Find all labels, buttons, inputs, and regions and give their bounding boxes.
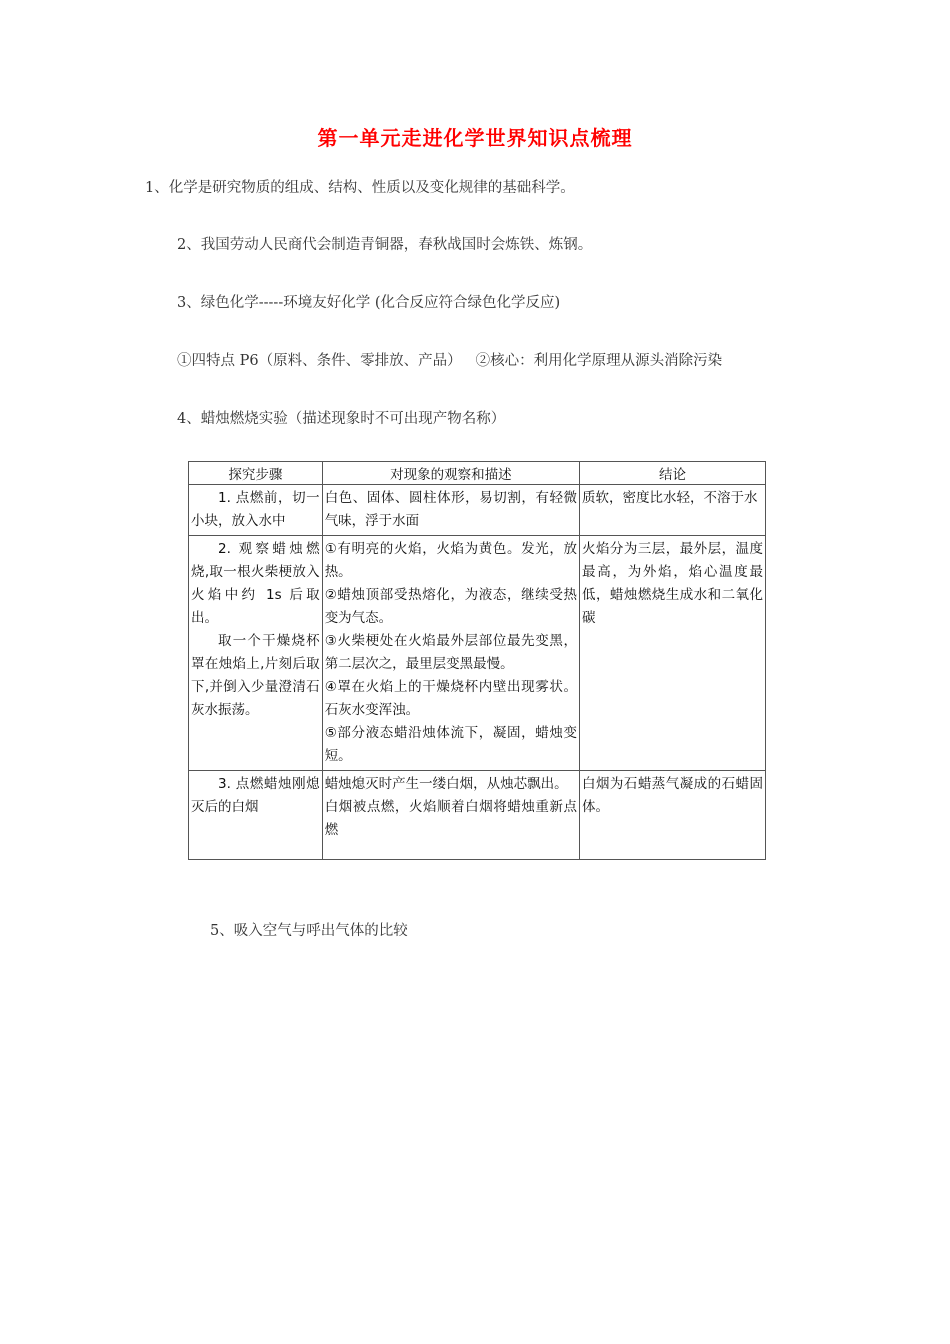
cell-text: 3. 点燃蜡烛刚熄灭后的白烟 xyxy=(191,776,320,815)
cell-text: ④罩在火焰上的干燥烧杯内壁出现雾状。石灰水变浑浊。 xyxy=(324,679,578,718)
cell-step xyxy=(189,536,323,771)
paragraph-4-part-a: ①四特点 P6（原料、条件、零排放、产品） xyxy=(177,353,462,369)
paragraph-6: 5、吸入空气与呼出气体的比较 xyxy=(210,923,408,939)
paragraph-4-part-b: ②核心：利用化学原理从源头消除污染 xyxy=(475,353,723,369)
cell-text: 2. 观察蜡烛燃烧,取一根火柴梗放入火焰中约 1s 后取出。 xyxy=(191,541,320,626)
cell-text: 白烟为石蜡蒸气凝成的石蜡固体。 xyxy=(582,776,763,815)
cell-conclusion xyxy=(580,485,766,536)
cell-conclusion xyxy=(580,771,766,860)
cell-text: 白色、固体、圆柱体形，易切割，有轻微气味，浮于水面 xyxy=(324,490,578,529)
cell-text: 取一个干燥烧杯罩在烛焰上,片刻后取下,并倒入少量澄清石灰水振荡。 xyxy=(191,633,320,718)
table-row xyxy=(189,771,766,860)
cell-step xyxy=(189,771,323,860)
paragraph-5: 4、蜡烛燃烧实验（描述现象时不可出现产物名称） xyxy=(177,411,506,427)
table-row xyxy=(189,485,766,536)
header-conclusion: 结论 xyxy=(580,462,766,485)
table-header-row xyxy=(189,462,766,485)
paragraph-2: 2、我国劳动人民商代会制造青铜器，春秋战国时会炼铁、炼钢。 xyxy=(177,237,593,253)
cell-text: ②蜡烛顶部受热熔化，为液态，继续受热变为气态。 xyxy=(324,587,578,626)
cell-text: 质软，密度比水轻，不溶于水 xyxy=(582,490,758,506)
header-observation: 对现象的观察和描述 xyxy=(322,462,579,485)
table-row xyxy=(189,536,766,771)
cell-text: 蜡烛熄灭时产生一缕白烟，从烛芯飘出。 xyxy=(324,776,568,792)
cell-observation xyxy=(322,485,579,536)
paragraph-1: 1、化学是研究物质的组成、结构、性质以及变化规律的基础科学。 xyxy=(145,180,575,196)
candle-experiment-table xyxy=(188,461,766,860)
page-title: 第一单元走进化学世界知识点梳理 xyxy=(317,126,633,150)
paragraph-4 xyxy=(177,349,722,370)
cell-text: 白烟被点燃，火焰顺着白烟将蜡烛重新点燃 xyxy=(324,799,578,838)
cell-text: ①有明亮的火焰，火焰为黄色。发光，放热。 xyxy=(324,541,578,580)
header-step: 探究步骤 xyxy=(189,462,323,485)
cell-text: 火焰分为三层，最外层，温度最高，为外焰，焰心温度最低，蜡烛燃烧生成水和二氧化碳 xyxy=(582,541,763,626)
cell-observation xyxy=(322,771,579,860)
cell-text: ③火柴梗处在火焰最外层部位最先变黑，第二层次之，最里层变黑最慢。 xyxy=(324,633,578,672)
cell-observation xyxy=(322,536,579,771)
cell-text: 1. 点燃前，切一小块，放入水中 xyxy=(191,490,320,529)
paragraph-3: 3、绿色化学-----环境友好化学 (化合反应符合绿色化学反应) xyxy=(177,295,561,311)
cell-conclusion xyxy=(580,536,766,771)
cell-text: ⑤部分液态蜡沿烛体流下，凝固，蜡烛变短。 xyxy=(324,725,578,764)
cell-step xyxy=(189,485,323,536)
